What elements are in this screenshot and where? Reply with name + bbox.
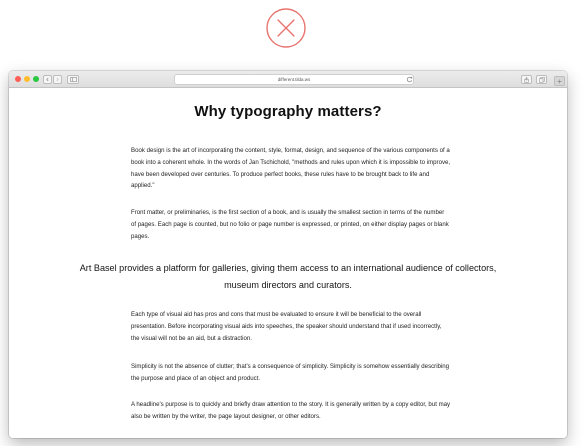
- url-text: different.tilda.ws: [277, 77, 311, 82]
- back-button[interactable]: [43, 75, 52, 84]
- add-tab-icon: [557, 79, 562, 84]
- page-content: [9, 88, 567, 438]
- add-tab-button[interactable]: [554, 76, 565, 86]
- article-paragraph: Front matter, or preliminaries, is the first section of a book, and is usually the smallest section in terms of the number of pages. Each page is counted, but no folio or page number is expressed, or printed, on either display pages or blank pages.: [131, 209, 449, 240]
- sidebar-button[interactable]: [67, 75, 79, 84]
- page-title: Why typography matters?: [194, 103, 382, 120]
- back-icon: [45, 77, 50, 82]
- minimize-window-button[interactable]: [24, 76, 30, 82]
- forward-button[interactable]: [53, 75, 62, 84]
- tabs-icon: [539, 77, 545, 83]
- reload-icon[interactable]: [406, 76, 413, 83]
- tabs-button[interactable]: [536, 75, 547, 84]
- zoom-window-button[interactable]: [33, 76, 39, 82]
- pull-quote: Art Basel provides a platform for galleries, giving them access to an international audience of collectors, museum directors and curators.: [79, 263, 497, 290]
- browser-window: [9, 71, 567, 438]
- sidebar-icon: [70, 77, 77, 82]
- close-circle-icon: [265, 7, 307, 49]
- share-button[interactable]: [521, 75, 532, 84]
- article-paragraph: Book design is the art of incorporating the content, style, format, design, and sequence of the various components of a book into a coherent whole. In the words of Jan Tschichold, "methods and rules upon which it is impossible to improve, have been developed over centuries. To produce perfect books, these rules have to be brought back to life and applied.": [131, 147, 451, 190]
- article-paragraph: Simplicity is not the absence of clutter; that's a consequence of simplicity. Simplicity is somehow essentially describing the purpose and place of an object and product.: [131, 363, 450, 382]
- forward-icon: [55, 77, 60, 82]
- article-paragraph: Each type of visual aid has pros and cons that must be evaluated to ensure it will be beneficial to the overall presentation. Before incorporating visual aids into speeches, the speaker should understand that if used incorrectly, the visual will not be an aid, but a distraction.: [131, 311, 442, 342]
- article-paragraph: A headline's purpose is to quickly and briefly draw attention to the story. It is generally written by a copy editor, but may also be written by the writer, the page layout designer, or other editors.: [131, 401, 451, 420]
- address-bar[interactable]: [174, 74, 414, 85]
- close-window-button[interactable]: [15, 76, 21, 82]
- share-icon: [524, 77, 529, 83]
- browser-toolbar: [9, 71, 567, 88]
